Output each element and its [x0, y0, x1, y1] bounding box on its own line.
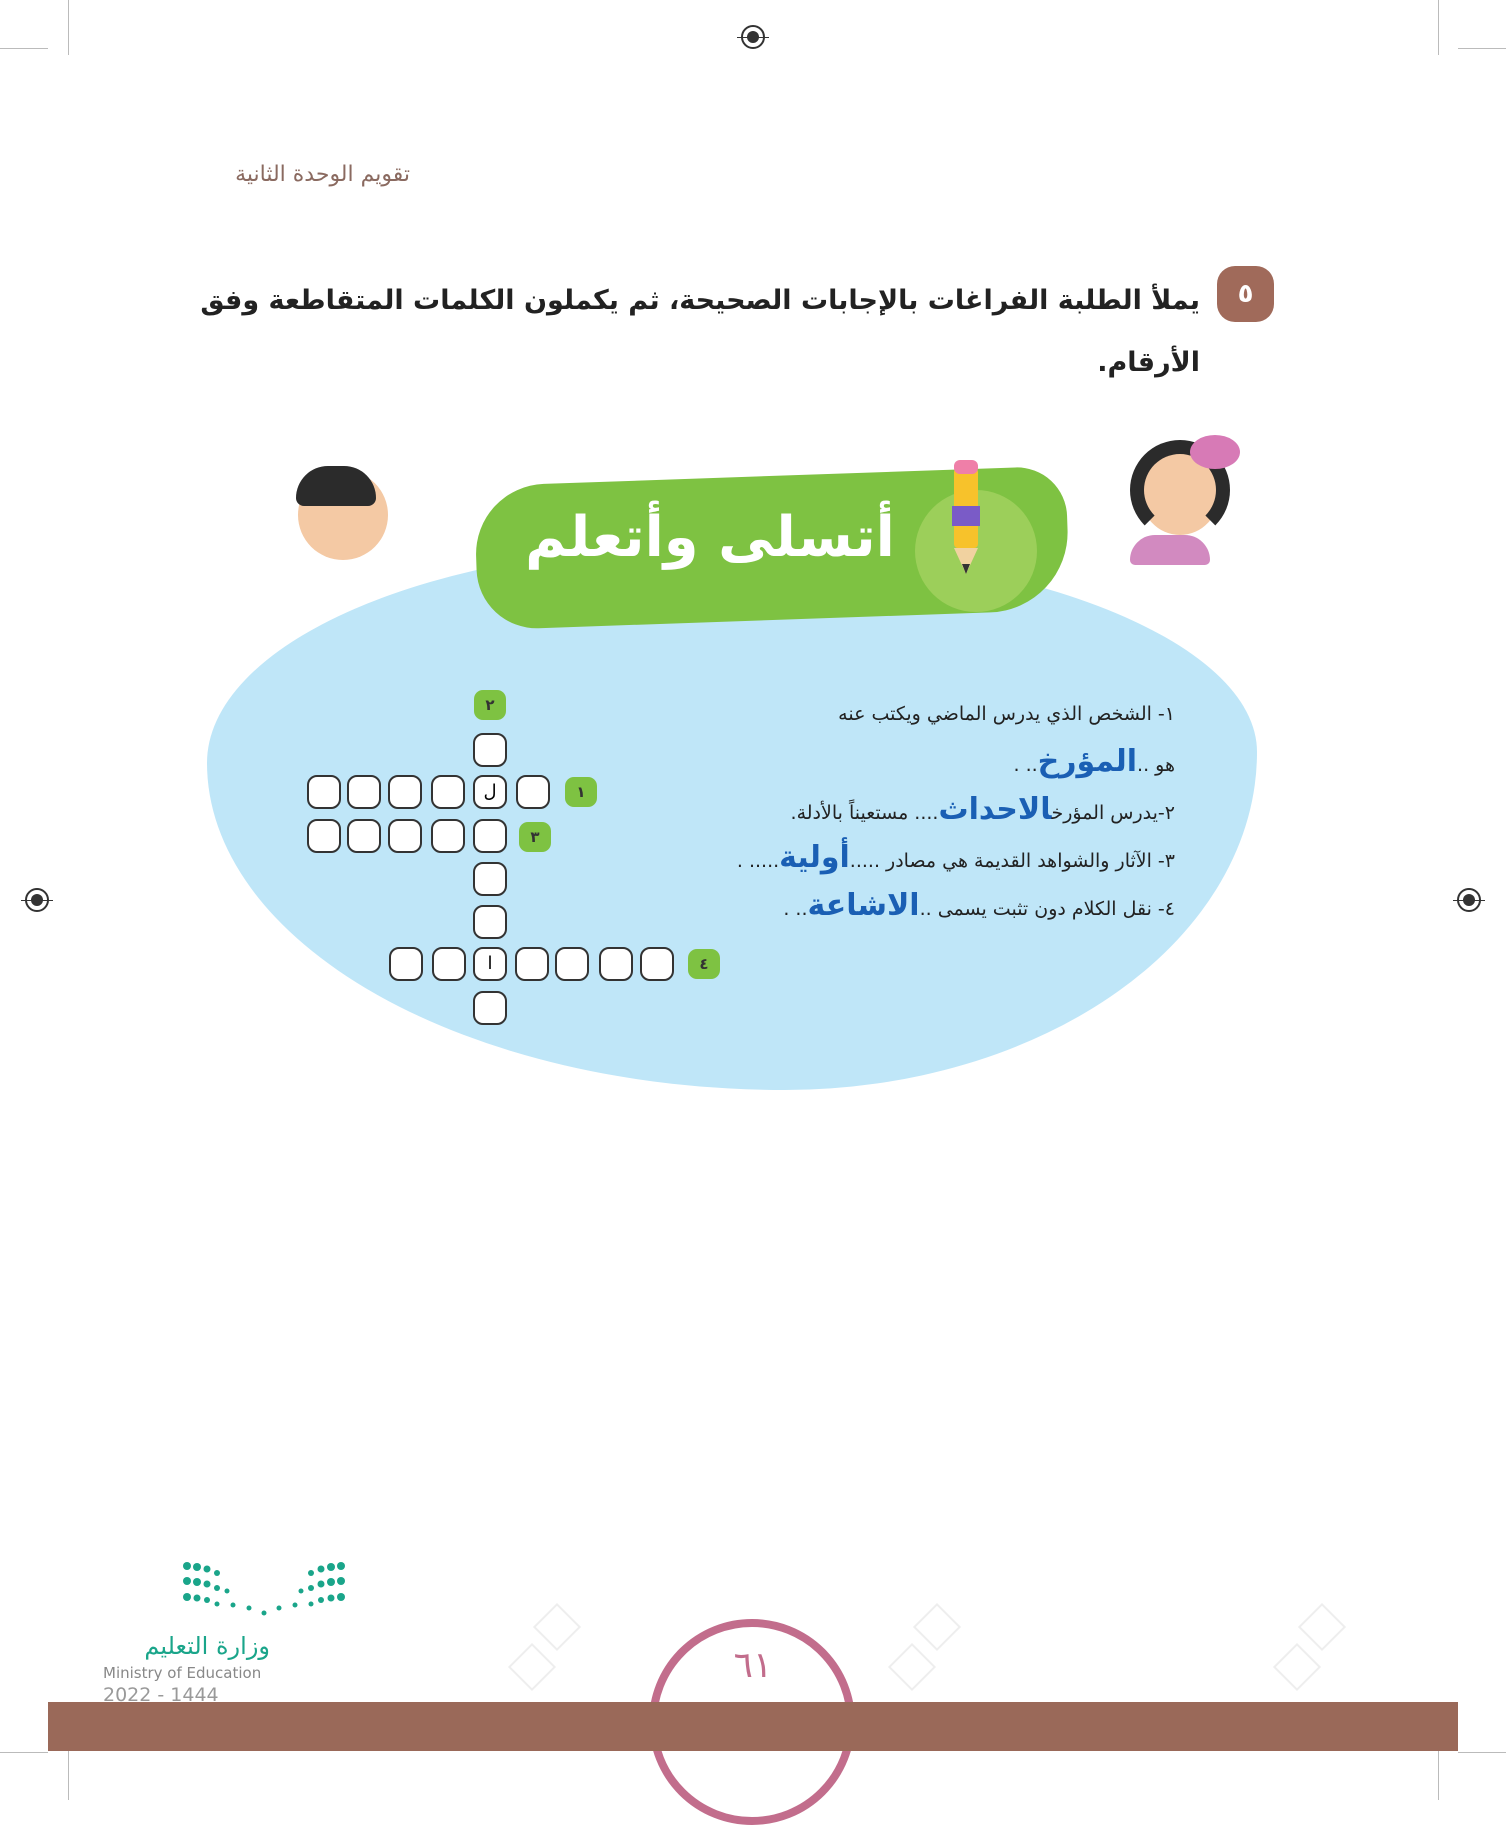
clue-text: .. . [783, 898, 808, 920]
ministry-name-arabic: وزارة التعليم [144, 1632, 270, 1660]
girl-shirt [1130, 535, 1210, 565]
crop-mark [0, 48, 48, 49]
page-number: ٦١ [733, 1645, 773, 1686]
clue-tag-3: ٣ [519, 822, 551, 852]
answer-field[interactable]: الاشاعة [807, 888, 920, 923]
answer-field[interactable]: أولية [779, 840, 850, 875]
crossword-cell[interactable] [555, 947, 589, 981]
clue-tag-4: ٤ [688, 949, 720, 979]
clue-3 [640, 834, 1175, 882]
decorative-diamond [1298, 1603, 1346, 1651]
crop-mark [1438, 0, 1439, 55]
crossword-cell[interactable] [473, 819, 507, 853]
clue-text: ١- الشخص الذي يدرس الماضي ويكتب عنه [838, 703, 1175, 725]
boy-hair [296, 466, 376, 506]
crossword-cell[interactable] [347, 819, 381, 853]
clue-2 [640, 786, 1175, 834]
clue-1-line-2 [640, 738, 1175, 786]
crop-mark [68, 0, 69, 55]
decorative-diamond [1273, 1643, 1321, 1691]
activity-title: أتسلى وأتعلم [525, 505, 895, 570]
clue-text: .. . [1013, 754, 1038, 776]
clue-text: ٣- الآثار والشواهد القديمة هي مصادر ..... [849, 850, 1175, 872]
crossword-cell[interactable] [473, 905, 507, 939]
clues-list [640, 690, 1175, 930]
clue-text: ٤- نقل الكلام دون تثبت يسمى .. [919, 898, 1175, 920]
registration-mark-icon [1457, 888, 1481, 912]
clue-1-line-1 [640, 690, 1175, 738]
answer-field[interactable]: الاحداث [938, 792, 1052, 827]
clue-4 [640, 882, 1175, 930]
crossword-cell[interactable] [515, 947, 549, 981]
crop-mark [68, 1745, 69, 1800]
girl-bow [1190, 435, 1240, 469]
clue-text: ٢-يدرس المؤرخ [1051, 802, 1175, 824]
clue-text: ..... . [736, 850, 780, 872]
crossword-cell[interactable] [388, 819, 422, 853]
crossword-cell[interactable] [432, 947, 466, 981]
crossword-cell[interactable] [431, 775, 465, 809]
clue-tag-2: ٢ [474, 690, 506, 720]
ministry-name-english: Ministry of Education [103, 1664, 262, 1682]
registration-mark-icon [25, 888, 49, 912]
crossword-cell[interactable] [431, 819, 465, 853]
crossword-cell[interactable] [473, 991, 507, 1025]
decorative-diamond [508, 1643, 556, 1691]
registration-mark-icon [741, 25, 765, 49]
crossword-cell[interactable] [307, 819, 341, 853]
crossword-cell[interactable] [307, 775, 341, 809]
clue-text: .... مستعيناً بالأدلة. [790, 802, 939, 824]
clue-text: هو .. [1137, 754, 1175, 776]
crossword-cell[interactable] [388, 775, 422, 809]
crop-mark [1438, 1745, 1439, 1800]
decorative-diamond [888, 1643, 936, 1691]
pencil-mascot-icon [948, 458, 984, 578]
section-title: تقويم الوحدة الثانية [235, 162, 410, 187]
question-text: يملأ الطلبة الفراغات بالإجابات الصحيحة، ثم يكملون الكلمات المتقاطعة وفق الأرقام. [200, 285, 1200, 378]
crossword-cell[interactable] [640, 947, 674, 981]
crop-mark [0, 1752, 48, 1753]
crossword-cell[interactable] [599, 947, 633, 981]
answer-field[interactable]: المؤرخ [1037, 744, 1138, 779]
ministry-logo-icon [183, 1561, 346, 1619]
crossword-cell[interactable] [347, 775, 381, 809]
crossword-cell[interactable] [516, 775, 550, 809]
crossword-cell[interactable] [389, 947, 423, 981]
crop-mark [1458, 48, 1506, 49]
question-number-badge: ٥ [1217, 266, 1274, 322]
crossword-cell[interactable] [473, 862, 507, 896]
clue-tag-1: ١ [565, 777, 597, 807]
crop-mark [1458, 1752, 1506, 1753]
crossword-cell[interactable]: ل [473, 775, 507, 809]
decorative-diamond [913, 1603, 961, 1651]
crossword-cell[interactable] [473, 733, 507, 767]
edition-year: 2022 - 1444 [103, 1684, 219, 1706]
crossword-cell[interactable]: ا [473, 947, 507, 981]
footer-bar [48, 1702, 1458, 1751]
decorative-diamond [533, 1603, 581, 1651]
